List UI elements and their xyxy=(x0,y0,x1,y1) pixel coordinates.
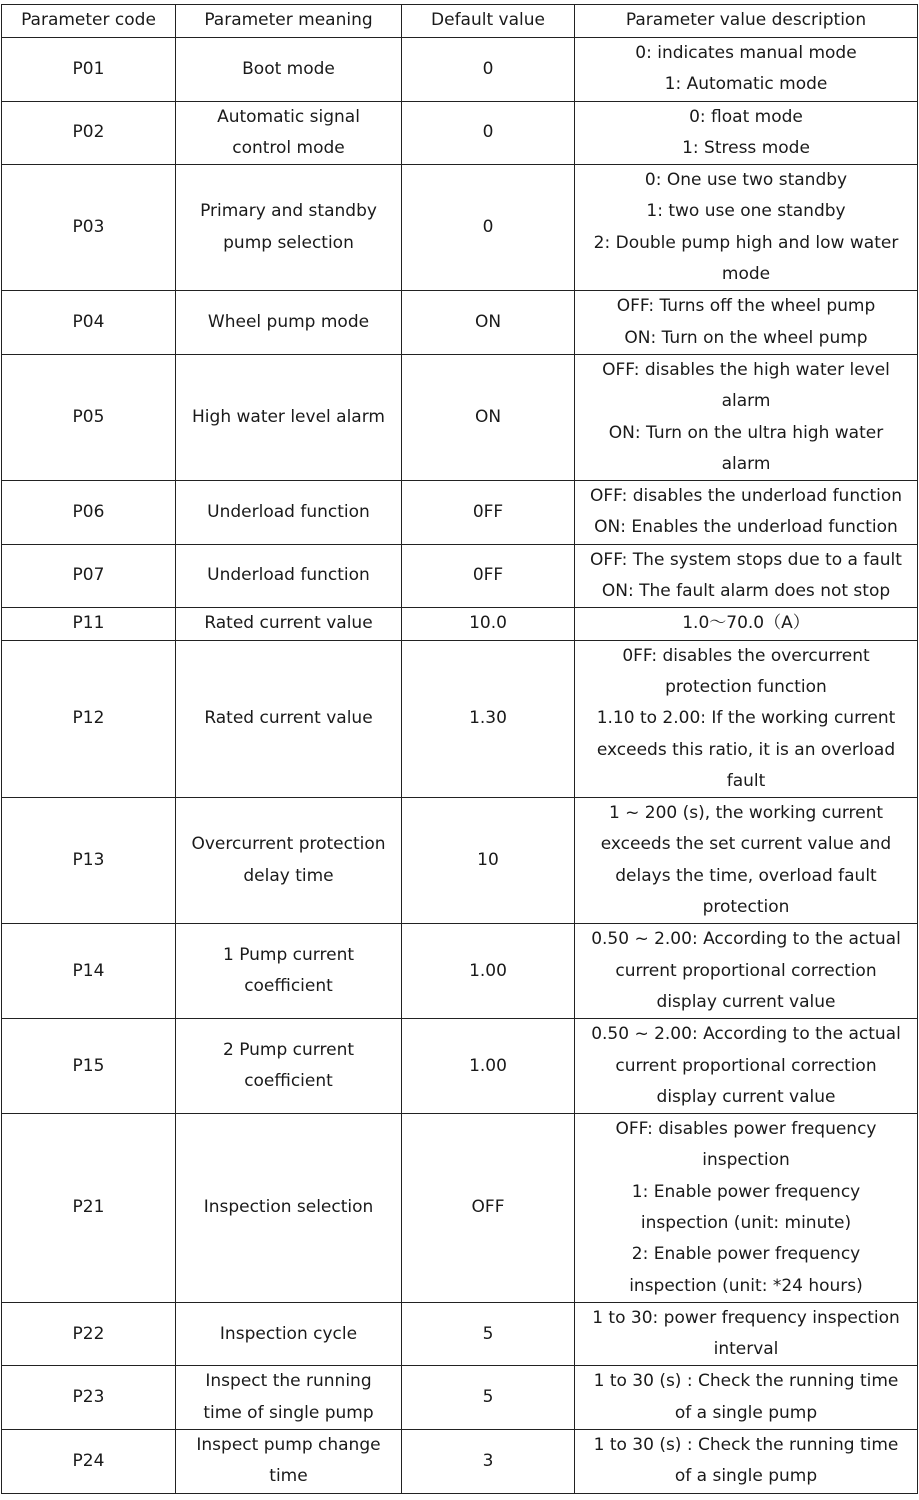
param-description-line: 1: two use one standby xyxy=(646,201,846,222)
param-description-line: display current value xyxy=(656,991,836,1012)
table-row xyxy=(2,1366,918,1430)
param-description-line: OFF: The system stops due to a fault xyxy=(590,549,902,570)
param-description-line: current proportional correction xyxy=(615,960,877,981)
header-row xyxy=(2,5,918,38)
param-meaning-line: 1 Pump current xyxy=(222,944,355,965)
table-row xyxy=(2,38,918,102)
parameter-table xyxy=(1,4,918,1494)
table-row xyxy=(2,924,918,1019)
param-meaning xyxy=(176,1366,402,1430)
param-meaning-line: pump selection xyxy=(223,232,354,253)
table-row xyxy=(2,101,918,165)
param-description-line: inspection xyxy=(702,1150,790,1171)
param-meaning-line: Rated current value xyxy=(204,708,373,729)
param-description xyxy=(575,544,918,608)
param-description-line: OFF: disables the underload function xyxy=(589,486,903,507)
param-description xyxy=(575,1302,918,1366)
param-meaning-line: High water level alarm xyxy=(192,406,385,427)
param-description-line: inspection (unit: *24 hours) xyxy=(629,1275,863,1296)
param-meaning-line: coefficient xyxy=(244,1071,333,1092)
param-description-line: 0: float mode xyxy=(689,106,803,127)
param-description-line: of a single pump xyxy=(674,1466,818,1487)
param-description-line: 1: Enable power frequency xyxy=(631,1181,861,1202)
param-code: P05 xyxy=(2,354,176,480)
param-meaning xyxy=(176,291,402,355)
param-description xyxy=(575,354,918,480)
param-meaning-line: Inspection cycle xyxy=(219,1323,358,1344)
param-description-line: ON: Enables the underload function xyxy=(594,517,898,538)
param-meaning xyxy=(176,1114,402,1303)
param-description-line: 1 to 30: power frequency inspection xyxy=(592,1307,900,1328)
param-description xyxy=(575,38,918,102)
param-code: P01 xyxy=(2,38,176,102)
param-code: P21 xyxy=(2,1114,176,1303)
param-meaning-line: Underload function xyxy=(207,565,370,586)
param-description-line: 2: Enable power frequency xyxy=(631,1244,861,1265)
param-description-line: 2: Double pump high and low water xyxy=(593,232,899,253)
param-code: P07 xyxy=(2,544,176,608)
param-code: P23 xyxy=(2,1366,176,1430)
table-row xyxy=(2,1430,918,1494)
param-description xyxy=(575,481,918,545)
param-meaning xyxy=(176,165,402,291)
param-description-line: of a single pump xyxy=(674,1402,818,1423)
param-code: P06 xyxy=(2,481,176,545)
param-meaning xyxy=(176,101,402,165)
param-meaning-line: Overcurrent protection xyxy=(191,834,386,855)
table-row xyxy=(2,1302,918,1366)
param-description-line: ON: The fault alarm does not stop xyxy=(601,581,891,602)
param-code: P02 xyxy=(2,101,176,165)
param-meaning-line: coefficient xyxy=(244,976,333,997)
param-description-line: inspection (unit: minute) xyxy=(640,1212,852,1233)
param-description-line: 0FF: disables the overcurrent xyxy=(622,645,870,666)
param-description-line: protection function xyxy=(665,676,827,697)
param-default: 0FF xyxy=(402,481,575,545)
table-row xyxy=(2,165,918,291)
param-meaning xyxy=(176,1430,402,1494)
param-description-line: 0: One use two standby xyxy=(644,170,848,191)
param-description-line: OFF: disables power frequency xyxy=(615,1119,877,1140)
param-meaning-line: Rated current value xyxy=(204,613,373,634)
param-meaning xyxy=(176,544,402,608)
table-row xyxy=(2,798,918,924)
param-default: 5 xyxy=(402,1302,575,1366)
param-meaning xyxy=(176,798,402,924)
param-code: P13 xyxy=(2,798,176,924)
param-default: 3 xyxy=(402,1430,575,1494)
param-description-line: exceeds the set current value and xyxy=(600,834,892,855)
table-row xyxy=(2,544,918,608)
param-meaning-line: Inspect pump change xyxy=(196,1435,381,1456)
table-row xyxy=(2,291,918,355)
param-description xyxy=(575,291,918,355)
param-meaning xyxy=(176,1302,402,1366)
param-code: P11 xyxy=(2,608,176,640)
param-description-line: display current value xyxy=(656,1086,836,1107)
param-description-line: 1 ~ 200 (s), the working current xyxy=(608,803,884,824)
param-description-line: OFF: Turns off the wheel pump xyxy=(616,296,876,317)
param-meaning xyxy=(176,38,402,102)
param-default: 10 xyxy=(402,798,575,924)
param-meaning-line: Inspection selection xyxy=(203,1197,374,1218)
param-meaning xyxy=(176,608,402,640)
param-description xyxy=(575,1430,918,1494)
param-description-line: 1 to 30 (s) : Check the running time xyxy=(593,1371,899,1392)
param-description-line: 1: Stress mode xyxy=(682,137,810,158)
header-default: Default value xyxy=(402,5,575,38)
param-description-line: alarm xyxy=(721,391,771,412)
param-meaning xyxy=(176,924,402,1019)
param-meaning xyxy=(176,354,402,480)
param-meaning-line: 2 Pump current xyxy=(222,1039,355,1060)
param-description xyxy=(575,1366,918,1430)
param-code: P14 xyxy=(2,924,176,1019)
param-description-line: OFF: disables the high water level xyxy=(602,359,890,380)
param-meaning-line: time xyxy=(269,1466,308,1487)
param-meaning-line: Boot mode xyxy=(242,58,335,79)
header-description: Parameter value description xyxy=(575,5,918,38)
param-description-line: delays the time, overload fault xyxy=(615,865,877,886)
param-code: P12 xyxy=(2,640,176,797)
param-meaning-line: control mode xyxy=(232,137,345,158)
param-description-line: exceeds this ratio, it is an overload xyxy=(596,739,896,760)
param-code: P24 xyxy=(2,1430,176,1494)
param-meaning-line: Automatic signal xyxy=(217,106,360,127)
param-default: 1.00 xyxy=(402,1019,575,1114)
param-meaning xyxy=(176,481,402,545)
param-description-line: 1 to 30 (s) : Check the running time xyxy=(593,1435,899,1456)
param-default: 1.30 xyxy=(402,640,575,797)
param-meaning-line: Primary and standby xyxy=(200,201,377,222)
param-code: P03 xyxy=(2,165,176,291)
param-default: 5 xyxy=(402,1366,575,1430)
param-default: OFF xyxy=(402,1114,575,1303)
param-description xyxy=(575,640,918,797)
param-default: 0 xyxy=(402,38,575,102)
param-default: 1.00 xyxy=(402,924,575,1019)
param-description-line: ON: Turn on the wheel pump xyxy=(624,327,868,348)
table-row xyxy=(2,481,918,545)
param-description-line: 1.0～70.0（A） xyxy=(682,613,810,634)
table-row xyxy=(2,1019,918,1114)
param-default: ON xyxy=(402,354,575,480)
table-row xyxy=(2,608,918,640)
param-default: 0 xyxy=(402,101,575,165)
param-description-line: alarm xyxy=(721,453,771,474)
param-description xyxy=(575,798,918,924)
param-meaning-line: Inspect the running xyxy=(205,1371,372,1392)
header-meaning: Parameter meaning xyxy=(176,5,402,38)
param-default: 10.0 xyxy=(402,608,575,640)
param-description-line: 0.50 ~ 2.00: According to the actual xyxy=(591,1024,901,1045)
param-description-line: protection xyxy=(702,897,790,918)
param-description xyxy=(575,165,918,291)
param-code: P15 xyxy=(2,1019,176,1114)
param-description-line: ON: Turn on the ultra high water xyxy=(608,422,884,443)
table-row xyxy=(2,1114,918,1303)
param-description-line: fault xyxy=(726,770,766,791)
param-default: ON xyxy=(402,291,575,355)
param-description xyxy=(575,608,918,640)
param-description-line: interval xyxy=(713,1339,779,1360)
param-description xyxy=(575,924,918,1019)
header-code: Parameter code xyxy=(2,5,176,38)
param-description xyxy=(575,101,918,165)
param-description-line: 0: indicates manual mode xyxy=(635,43,857,63)
param-meaning-line: time of single pump xyxy=(203,1402,374,1423)
param-description-line: current proportional correction xyxy=(615,1055,877,1076)
param-description-line: mode xyxy=(721,264,771,285)
param-default: 0 xyxy=(402,165,575,291)
param-meaning-line: delay time xyxy=(243,865,334,886)
param-meaning xyxy=(176,640,402,797)
param-meaning-line: Underload function xyxy=(207,501,370,522)
param-meaning xyxy=(176,1019,402,1114)
param-description xyxy=(575,1019,918,1114)
param-description xyxy=(575,1114,918,1303)
param-default: 0FF xyxy=(402,544,575,608)
param-code: P22 xyxy=(2,1302,176,1366)
param-code: P04 xyxy=(2,291,176,355)
param-description-line: 0.50 ~ 2.00: According to the actual xyxy=(591,929,901,950)
table-body xyxy=(2,38,918,1494)
table-row xyxy=(2,354,918,480)
param-meaning-line: Wheel pump mode xyxy=(207,312,370,333)
param-description-line: 1.10 to 2.00: If the working current xyxy=(596,708,896,729)
table-row xyxy=(2,640,918,797)
param-description-line: 1: Automatic mode xyxy=(664,74,828,95)
